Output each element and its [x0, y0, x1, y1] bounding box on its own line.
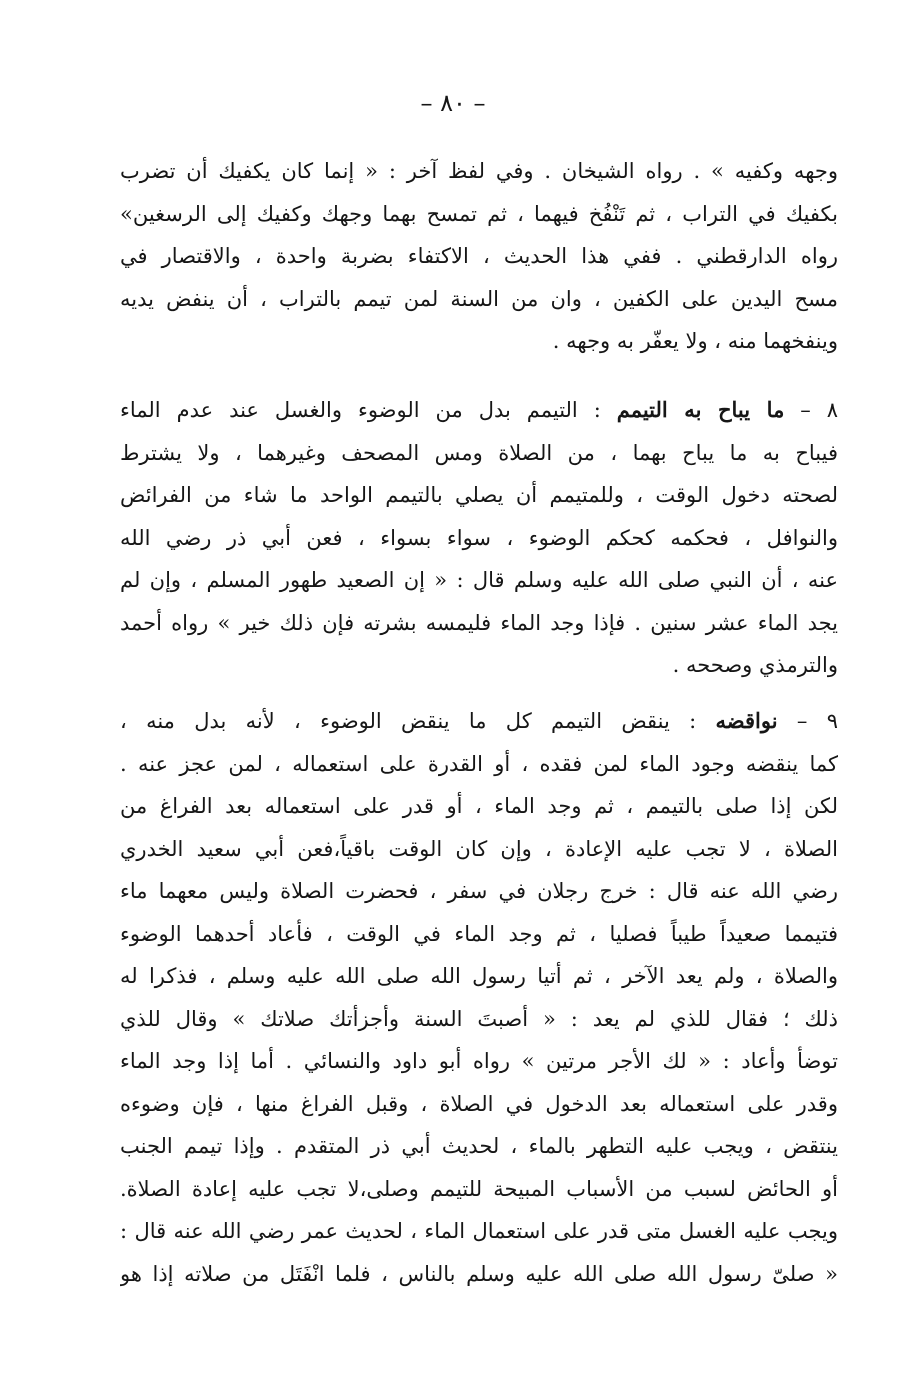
section-9 [120, 700, 838, 1295]
text-line: وجهه وكفيه » . رواه الشيخان . وفي لفظ آخر : « إنما كان يكفيك أن تضرب [120, 159, 838, 183]
text-line: ويجب عليه الغسل متى قدر على استعمال الماء ، لحديث عمر رضي الله عنه قال : [120, 1219, 838, 1243]
text-line: يجد الماء عشر سنين . فإذا وجد الماء فليمسه بشرته فإن ذلك خير » رواه أحمد [120, 610, 838, 635]
text-line: الصلاة ، لا تجب عليه الإعادة ، وإن كان الوقت باقياً،فعن أبي سعيد الخدري [120, 836, 838, 861]
text-line: والصلاة ، ولم يعد الآخر ، ثم أتيا رسول الله صلى الله عليه وسلم ، فذكرا له [120, 964, 838, 988]
section-8-number: ٨ – [800, 398, 838, 422]
section-8-first-line-text: : التيمم بدل من الوضوء والغسل عند عدم الماء [120, 398, 601, 422]
text-line: رواه الدارقطني . ففي هذا الحديث ، الاكتفاء بضربة واحدة ، والاقتصار في [120, 244, 838, 268]
section-9-first-line-text: : ينقض التيمم كل ما ينقض الوضوء ، لأنه بدل منه ، [120, 709, 697, 733]
text-line: ينتقض ، ويجب عليه التطهر بالماء ، لحديث أبي ذر المتقدم . وإذا تيمم الجنب [120, 1134, 838, 1158]
section-8 [120, 389, 838, 687]
page-number: – ٨٠ – [420, 89, 486, 117]
text-line: فتيمما صعيداً طيباً فصليا ، ثم وجد الماء في الوقت ، فأعاد أحدهما الوضوء [120, 921, 838, 946]
text-line: والنوافل ، فحكمه كحكم الوضوء ، سواء بسواء ، فعن أبي ذر رضي الله [120, 525, 838, 550]
text-line: ذلك ؛ فقال للذي لم يعد : « أصبتَ السنة وأجزأتك صلاتك » وقال للذي [120, 1006, 838, 1031]
text-line: بكفيك في التراب ، ثم تَنْفُخ فيهما ، ثم تمسح بهما وجهك وكفيك إلى الرسغين» [120, 201, 838, 226]
section-9-first-line [120, 700, 838, 743]
text-line: « صلىّ رسول الله صلى الله عليه وسلم بالناس ، فلما انْفَتَل من صلاته إذا هو [120, 1261, 838, 1286]
text-line: لكن إذا صلى بالتيمم ، ثم وجد الماء ، أو قدر على استعماله بعد الفراغ من [120, 794, 838, 818]
text-line: فيباح به ما يباح بهما ، من الصلاة ومس المصحف وغيرهما ، ولا يشترط [120, 440, 838, 465]
text-line: والترمذي وصححه . [672, 653, 838, 677]
text-line: رضي الله عنه قال : خرج رجلان في سفر ، فحضرت الصلاة وليس معهما ماء [120, 879, 838, 903]
text-line: أو الحائض لسبب من الأسباب المبيحة للتيمم وصلى،لا تجب عليه إعادة الصلاة. [120, 1176, 838, 1201]
section-8-heading: ما يباح به التيمم [616, 397, 785, 422]
text-line: لصحته دخول الوقت ، وللمتيمم أن يصلي بالتيمم الواحد ما شاء من الفرائض [120, 483, 838, 507]
section-8-first-line [120, 389, 838, 432]
text-line: وقدر على استعماله بعد الدخول في الصلاة ، وقبل الفراغ منها ، فإن وضوءه [120, 1091, 838, 1116]
text-line: مسح اليدين على الكفين ، وان من السنة لمن تيمم بالتراب ، أن ينفض يديه [120, 286, 838, 311]
section-9-heading: نواقضه [715, 708, 778, 733]
text-line: كما ينقضه وجود الماء لمن فقده ، أو القدرة على استعماله ، لمن عجز عنه . [120, 751, 838, 776]
text-line: عنه ، أن النبي صلى الله عليه وسلم قال : « إن الصعيد طهور المسلم ، وإن لم [120, 568, 838, 592]
text-line: وينفخهما منه ، ولا يعفّر به وجهه . [552, 329, 838, 353]
text-line: توضأ وأعاد : « لك الأجر مرتين » رواه أبو داود والنسائي . أما إذا وجد الماء [120, 1049, 838, 1073]
section-9-number: ٩ – [796, 709, 838, 733]
paragraph-hadith-tayammum [120, 150, 838, 363]
